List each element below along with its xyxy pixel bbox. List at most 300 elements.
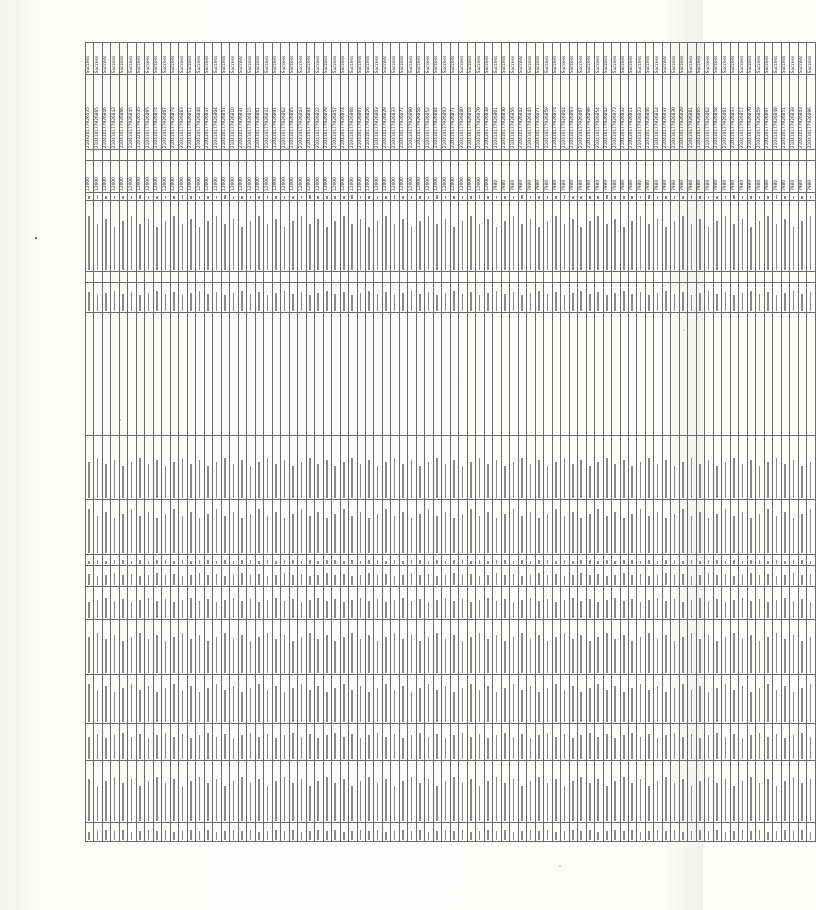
illegible-stroke: [614, 738, 616, 759]
status-cell: Success: [128, 43, 136, 75]
amount-cell: 7980: [544, 160, 552, 192]
illegible-cell: [603, 619, 611, 675]
empty-cell: [221, 312, 229, 435]
status-cell: Success: [493, 43, 501, 75]
illegible-stroke: [504, 560, 506, 564]
illegible-stroke: [436, 786, 438, 821]
illegible-stroke: [402, 464, 404, 498]
illegible-stroke: [428, 292, 430, 311]
illegible-cell: [221, 192, 229, 201]
illegible-cell: [620, 724, 628, 760]
illegible-cell: [119, 724, 127, 760]
illegible-stroke: [691, 690, 693, 722]
illegible-cell: [247, 675, 255, 724]
illegible-stroke: [258, 561, 260, 564]
illegible-cell: [365, 499, 373, 555]
illegible-cell: [527, 619, 535, 675]
illegible-cell: [612, 619, 620, 675]
illegible-cell: [238, 760, 246, 822]
illegible-cell: [595, 822, 603, 841]
empty-cell: [688, 312, 696, 435]
status-cell: Success: [298, 43, 306, 75]
illegible-cell: [612, 675, 620, 724]
illegible-cell: [281, 282, 289, 312]
empty-cell: [213, 312, 221, 435]
illegible-cell: [705, 619, 713, 675]
illegible-cell: [739, 724, 747, 760]
status-cell: Success: [433, 43, 441, 75]
illegible-cell: [255, 675, 263, 724]
table-row: [518, 43, 526, 842]
illegible-cell: [289, 675, 297, 724]
illegible-cell: [425, 435, 433, 499]
illegible-cell: [111, 192, 119, 201]
illegible-cell: [298, 566, 306, 587]
illegible-stroke: [470, 737, 472, 759]
illegible-cell: [391, 566, 399, 587]
illegible-stroke: [631, 831, 633, 841]
illegible-stroke: [233, 781, 235, 821]
illegible-cell: [722, 724, 730, 760]
illegible-cell: [145, 724, 153, 760]
illegible-stroke: [487, 686, 489, 722]
utr-cell: 210410177926877: [399, 75, 407, 150]
illegible-cell: [739, 555, 747, 566]
illegible-stroke: [411, 601, 413, 618]
status-cell: Success: [119, 43, 127, 75]
illegible-stroke: [470, 196, 472, 200]
table-row: [230, 43, 238, 842]
illegible-cell: [773, 555, 781, 566]
illegible-stroke: [699, 686, 701, 722]
table-row: [501, 43, 509, 842]
illegible-stroke: [589, 221, 591, 270]
illegible-stroke: [623, 601, 625, 618]
illegible-stroke: [343, 574, 345, 585]
illegible-cell: [518, 282, 526, 312]
status-cell: Success: [306, 43, 314, 75]
illegible-cell: [790, 435, 798, 499]
illegible-cell: [645, 555, 653, 566]
illegible-cell: [102, 555, 110, 566]
illegible-cell: [764, 675, 772, 724]
status-cell: Success: [247, 43, 255, 75]
illegible-stroke: [674, 514, 676, 554]
illegible-stroke: [453, 460, 455, 498]
illegible-stroke: [750, 635, 752, 673]
utr-cell: 210410177926859: [756, 75, 764, 150]
illegible-cell: [238, 201, 246, 272]
illegible-stroke: [504, 688, 506, 722]
illegible-stroke: [640, 737, 642, 759]
illegible-cell: [544, 282, 552, 312]
illegible-stroke: [547, 783, 549, 820]
illegible-stroke: [275, 293, 277, 311]
illegible-stroke: [165, 641, 167, 673]
table-row: [450, 43, 458, 842]
illegible-cell: [671, 675, 679, 724]
illegible-stroke: [190, 830, 192, 840]
illegible-stroke: [682, 462, 684, 498]
illegible-cell: [204, 566, 212, 587]
utr-cell: 210410177926857: [332, 75, 340, 150]
illegible-cell: [272, 435, 280, 499]
empty-cell: [730, 312, 738, 435]
illegible-cell: [349, 587, 357, 619]
illegible-cell: [170, 192, 178, 201]
illegible-cell: [272, 566, 280, 587]
illegible-stroke: [411, 692, 413, 722]
illegible-stroke: [504, 831, 506, 841]
illegible-cell: [357, 435, 365, 499]
illegible-stroke: [97, 295, 99, 311]
illegible-cell: [484, 724, 492, 760]
illegible-stroke: [555, 196, 557, 200]
illegible-cell: [501, 435, 509, 499]
illegible-stroke: [479, 734, 481, 759]
illegible-stroke: [343, 292, 345, 311]
illegible-cell: [476, 282, 484, 312]
illegible-stroke: [767, 462, 769, 498]
status-cell: Success: [620, 43, 628, 75]
illegible-stroke: [122, 575, 124, 585]
illegible-cell: [696, 587, 704, 619]
empty-cell: [671, 312, 679, 435]
illegible-cell: [450, 822, 458, 841]
illegible-cell: [467, 282, 475, 312]
illegible-stroke: [436, 600, 438, 618]
illegible-cell: [315, 566, 323, 587]
illegible-cell: [119, 675, 127, 724]
illegible-cell: [213, 192, 221, 201]
empty-cell: [654, 272, 662, 283]
illegible-stroke: [436, 560, 438, 564]
illegible-stroke: [708, 635, 710, 673]
illegible-cell: [535, 282, 543, 312]
illegible-cell: [518, 619, 526, 675]
illegible-cell: [510, 566, 518, 587]
illegible-cell: [425, 555, 433, 566]
illegible-cell: [518, 675, 526, 724]
illegible-stroke: [233, 219, 235, 270]
empty-cell: [230, 150, 238, 161]
illegible-stroke: [131, 737, 133, 759]
illegible-stroke: [521, 195, 523, 199]
table-row: [408, 43, 416, 842]
illegible-cell: [349, 499, 357, 555]
table-row: [213, 43, 221, 842]
illegible-cell: [527, 555, 535, 566]
illegible-stroke: [182, 560, 184, 564]
illegible-cell: [798, 192, 806, 201]
illegible-stroke: [139, 734, 141, 759]
illegible-stroke: [419, 196, 421, 199]
illegible-stroke: [810, 737, 812, 759]
illegible-stroke: [776, 224, 778, 270]
illegible-stroke: [301, 574, 303, 585]
illegible-cell: [654, 822, 662, 841]
illegible-cell: [637, 587, 645, 619]
illegible-stroke: [682, 684, 684, 722]
illegible-stroke: [691, 195, 693, 199]
illegible-cell: [688, 282, 696, 312]
illegible-stroke: [564, 600, 566, 618]
illegible-stroke: [173, 602, 175, 618]
illegible-stroke: [122, 221, 124, 270]
illegible-cell: [713, 435, 721, 499]
illegible-stroke: [317, 293, 319, 311]
table-row: [349, 43, 357, 842]
empty-cell: [204, 272, 212, 283]
amount-cell: 7980: [730, 160, 738, 192]
illegible-cell: [696, 724, 704, 760]
illegible-stroke: [810, 509, 812, 553]
illegible-cell: [230, 201, 238, 272]
illegible-stroke: [250, 294, 252, 311]
illegible-cell: [535, 724, 543, 760]
illegible-cell: [365, 566, 373, 587]
illegible-stroke: [776, 690, 778, 722]
table-row: [484, 43, 492, 842]
empty-cell: [255, 312, 263, 435]
illegible-cell: [213, 760, 221, 822]
illegible-stroke: [623, 291, 625, 311]
amount-cell: 12000: [399, 160, 407, 192]
illegible-stroke: [88, 832, 90, 840]
illegible-cell: [586, 724, 594, 760]
illegible-stroke: [699, 293, 701, 311]
illegible-cell: [662, 201, 670, 272]
illegible-cell: [603, 675, 611, 724]
illegible-stroke: [699, 464, 701, 498]
illegible-cell: [196, 724, 204, 760]
illegible-cell: [798, 675, 806, 724]
illegible-cell: [332, 566, 340, 587]
empty-cell: [196, 272, 204, 283]
illegible-cell: [629, 566, 637, 587]
empty-cell: [349, 150, 357, 161]
illegible-cell: [612, 587, 620, 619]
illegible-stroke: [258, 637, 260, 673]
illegible-stroke: [665, 460, 667, 498]
illegible-stroke: [301, 637, 303, 673]
illegible-stroke: [776, 633, 778, 673]
illegible-stroke: [759, 688, 761, 722]
illegible-cell: [238, 499, 246, 555]
illegible-cell: [221, 724, 229, 760]
illegible-stroke: [97, 690, 99, 722]
empty-cell: [586, 312, 594, 435]
illegible-stroke: [402, 561, 404, 564]
empty-cell: [128, 150, 136, 161]
utr-cell: 210410177926861: [722, 75, 730, 150]
illegible-stroke: [564, 576, 566, 586]
illegible-stroke: [759, 466, 761, 498]
illegible-cell: [433, 587, 441, 619]
table-row: [595, 43, 603, 842]
empty-cell: [696, 272, 704, 283]
illegible-stroke: [411, 227, 413, 270]
illegible-cell: [340, 587, 348, 619]
illegible-cell: [416, 675, 424, 724]
utr-cell: 210410177926845: [128, 75, 136, 150]
illegible-cell: [128, 192, 136, 201]
illegible-cell: [86, 566, 94, 587]
empty-cell: [781, 312, 789, 435]
illegible-stroke: [462, 514, 464, 554]
illegible-stroke: [470, 832, 472, 840]
illegible-cell: [696, 619, 704, 675]
illegible-stroke: [428, 561, 430, 564]
empty-cell: [781, 272, 789, 283]
illegible-stroke: [317, 512, 319, 554]
illegible-cell: [595, 619, 603, 675]
illegible-cell: [595, 760, 603, 822]
utr-cell: 210410177926865: [94, 75, 102, 150]
illegible-stroke: [580, 832, 582, 841]
illegible-cell: [391, 499, 399, 555]
illegible-cell: [662, 192, 670, 201]
table-row: [281, 43, 289, 842]
illegible-cell: [230, 675, 238, 724]
illegible-cell: [170, 555, 178, 566]
illegible-stroke: [691, 516, 693, 553]
illegible-stroke: [241, 735, 243, 758]
illegible-stroke: [190, 293, 192, 311]
illegible-cell: [272, 724, 280, 760]
illegible-cell: [756, 201, 764, 272]
illegible-cell: [162, 724, 170, 760]
illegible-cell: [230, 435, 238, 499]
illegible-stroke: [640, 832, 642, 840]
utr-cell: 210410177926861: [255, 75, 263, 150]
illegible-cell: [679, 499, 687, 555]
illegible-stroke: [360, 464, 362, 498]
illegible-cell: [298, 822, 306, 841]
illegible-stroke: [317, 738, 319, 759]
illegible-stroke: [190, 575, 192, 586]
illegible-stroke: [784, 830, 786, 840]
illegible-stroke: [648, 560, 650, 564]
empty-cell: [357, 272, 365, 283]
illegible-cell: [145, 760, 153, 822]
illegible-cell: [688, 822, 696, 841]
illegible-cell: [213, 555, 221, 566]
illegible-cell: [781, 587, 789, 619]
status-cell: Success: [450, 43, 458, 75]
utr-cell: 210410177926846: [102, 75, 110, 150]
illegible-cell: [204, 822, 212, 841]
illegible-stroke: [521, 633, 523, 673]
illegible-stroke: [631, 688, 633, 722]
illegible-cell: [790, 555, 798, 566]
illegible-cell: [349, 675, 357, 724]
empty-cell: [510, 312, 518, 435]
illegible-stroke: [674, 560, 676, 564]
illegible-stroke: [699, 830, 701, 840]
empty-cell: [764, 150, 772, 161]
empty-cell: [807, 150, 815, 161]
amount-cell: 7980: [637, 160, 645, 192]
illegible-stroke: [810, 462, 812, 498]
illegible-stroke: [241, 832, 243, 841]
utr-cell: 210410177926833: [391, 75, 399, 150]
illegible-cell: [756, 282, 764, 312]
amount-cell: 12000: [264, 160, 272, 192]
illegible-stroke: [750, 460, 752, 498]
illegible-stroke: [572, 830, 574, 840]
illegible-cell: [739, 822, 747, 841]
illegible-cell: [603, 760, 611, 822]
illegible-stroke: [402, 575, 404, 586]
illegible-stroke: [530, 738, 532, 759]
illegible-cell: [306, 435, 314, 499]
illegible-cell: [493, 555, 501, 566]
illegible-cell: [467, 499, 475, 555]
illegible-cell: [230, 724, 238, 760]
utr-cell: 210410177926893: [569, 75, 577, 150]
illegible-cell: [442, 201, 450, 272]
illegible-stroke: [487, 781, 489, 821]
table-row: [730, 43, 738, 842]
illegible-stroke: [767, 509, 769, 553]
illegible-stroke: [199, 196, 201, 200]
illegible-stroke: [114, 735, 116, 758]
illegible-cell: [264, 555, 272, 566]
illegible-stroke: [504, 575, 506, 585]
empty-cell: [501, 150, 509, 161]
illegible-stroke: [190, 781, 192, 821]
illegible-cell: [773, 499, 781, 555]
illegible-cell: [340, 675, 348, 724]
illegible-cell: [637, 619, 645, 675]
illegible-cell: [365, 435, 373, 499]
illegible-stroke: [521, 831, 523, 840]
illegible-cell: [94, 619, 102, 675]
illegible-stroke: [623, 561, 625, 565]
illegible-stroke: [156, 291, 158, 311]
illegible-stroke: [682, 196, 684, 200]
illegible-stroke: [326, 227, 328, 270]
illegible-stroke: [487, 219, 489, 270]
illegible-cell: [128, 619, 136, 675]
utr-cell: 210410177926871: [450, 75, 458, 150]
illegible-stroke: [351, 786, 353, 821]
empty-cell: [459, 272, 467, 283]
illegible-cell: [102, 675, 110, 724]
illegible-stroke: [377, 831, 379, 841]
empty-cell: [323, 272, 331, 283]
illegible-stroke: [597, 832, 599, 840]
illegible-cell: [365, 619, 373, 675]
illegible-cell: [747, 499, 755, 555]
illegible-cell: [238, 282, 246, 312]
illegible-stroke: [691, 295, 693, 311]
empty-cell: [391, 272, 399, 283]
illegible-stroke: [182, 295, 184, 311]
amount-cell: 12000: [162, 160, 170, 192]
illegible-stroke: [156, 692, 158, 722]
table-row: [535, 43, 543, 842]
illegible-stroke: [614, 293, 616, 311]
illegible-cell: [442, 499, 450, 555]
illegible-cell: [476, 675, 484, 724]
illegible-stroke: [428, 779, 430, 821]
empty-cell: [637, 150, 645, 161]
illegible-cell: [119, 435, 127, 499]
illegible-cell: [230, 760, 238, 822]
illegible-cell: [264, 822, 272, 841]
